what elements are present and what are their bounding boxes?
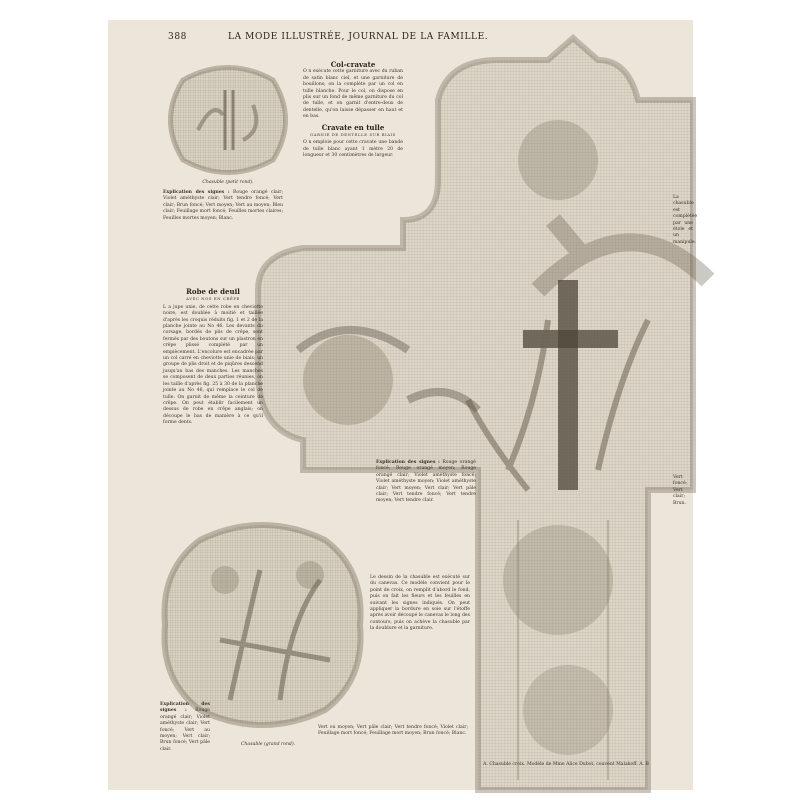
robe-de-deuil-article — [163, 285, 263, 428]
robe-title: Robe de deuil — [186, 287, 240, 296]
small-disc-caption: Chasuble (petit rond). — [202, 180, 254, 185]
right-fragment-1-text: La chasuble est complétée par une étole et un manipule. — [673, 195, 698, 245]
explication-2-title: Explication des signes : — [376, 460, 440, 465]
lower-text-column — [370, 575, 470, 634]
lower-text-2 — [318, 725, 468, 739]
cravate-text: O n emploie pour cette cravate une bande de tulle blanc ayant 1 mètre 20 de longueur et 30 centimètres de largeur. — [303, 140, 403, 159]
right-fragment-2 — [673, 475, 693, 509]
cravate-subtitle: GARNIE DE DENTELLE SUR BIAIS — [310, 132, 396, 138]
lower-text: Le dessin de la chasuble est exécuté sur du canevas. Ce modèle convient pour le point de croix, on remplit d'abord le fond, puis on fait les fleurs et les feuilles en suivant les signes indiqués. On peut appliquer la bordure en soie sur l'étoffe après avoir découpé le canevas le long des contours, puis on achève la chasuble par la doublure et la garniture. — [370, 575, 470, 632]
journal-page — [108, 20, 698, 790]
main-cross-caption: A. Chasuble croix. Modèle de Mme Alice Dubot, couvent Malakoff. A. B — [483, 762, 649, 767]
col-cravate-article — [303, 58, 403, 161]
explication-1-title: Explication des signes : — [163, 190, 230, 195]
journal-title: LA MODE ILLUSTRÉE, JOURNAL DE LA FAMILLE. — [228, 32, 489, 42]
col-cravate-text: O n exécute cette garniture avec du ruban de satin blanc ciel, et une garniture de bouillons; on la complète par un col en tulle blanche. Pour le col, on dispose en plis sur un fond de même garniture du col de tulle, et on garnit d'entre-deux de dentelle, qu'on laisse dépasser en haut et en bas. — [303, 69, 403, 120]
explication-3-title: Explication des signes : — [160, 702, 210, 714]
cravate-title: Cravate en tulle — [321, 122, 385, 132]
right-fragment-1 — [673, 195, 698, 248]
explication-3-text: Rouge orangé clair; Violet améthyste clair; Vert foncé; Vert au moyen; Vert clair; Brun foncé; Vert pâle clair. — [160, 708, 210, 752]
robe-subtitle: AVEC NOS EN CRÊPE — [186, 296, 240, 302]
col-cravate-title: Col-cravate — [330, 60, 376, 69]
explication-2-text: Rouge orangé foncé; Rouge orangé moyen; Rouge orangé clair; Violet améthyste foncé; Violet améthyste moyen; Violet améthyste clair; Vert moyen; Vert clair; Vert pâle clair; Vert tendre foncé; Vert tendre moyen; Vert tendre clair. — [376, 460, 476, 504]
large-disc-caption: Chasuble (grand rond). — [240, 742, 296, 747]
explication-1 — [163, 190, 283, 224]
lower-text-2-body: Vert ou moyen; Vert pâle clair; Vert tendre foncé; Violet clair; Feuillage mort foncé; Feuillage mort moyen; Brun foncé; Blanc. — [318, 725, 468, 737]
page-number: 388 — [168, 32, 187, 42]
right-fragment-2-text: Vert foncé; Vert clair; Brun. — [673, 475, 688, 506]
explication-1-text: Rouge orangé clair; Violet améthyste clair; Vert tendre foncé; Vert clair; Brun foncé; Vert moyen; Vert au moyen; Bleu clair; Feuillage mort foncé; Feuilles mortes claires; Feuilles mortes moyen; Blanc. — [163, 190, 283, 221]
explication-2 — [376, 460, 476, 506]
small-disc-pattern — [163, 60, 293, 180]
large-disc-pattern — [160, 520, 365, 730]
robe-text: L a jupe unie, de cette robe en cheviotte noire, est doublée à moitié et taillée d'après les croquis réduits fig. 1 et 2 de la planche jointe au No 46. Les devants du corsage, bordés de plis de crêpe, sont fermés par des boutons sur un plastron en crêpe plissé complété par un empiècement. L'encolure est encadrée par un col carré en cheviotte unie de biais; un groupe de plis droit et de piqûres descend jusqu'au bas des manches. Les manches se composent de deux parties réunies, on les taille d'après fig. 25 à 30 de la planche jointe au No 46, qui remplace le col de tulle. On garnit de même la ceinture de crêpe. On peut établir facilement un dessus de robe en crêpe anglais; on découpe le bas de manière à ce qu'il forme dents. — [163, 304, 263, 426]
explication-3 — [160, 702, 210, 755]
